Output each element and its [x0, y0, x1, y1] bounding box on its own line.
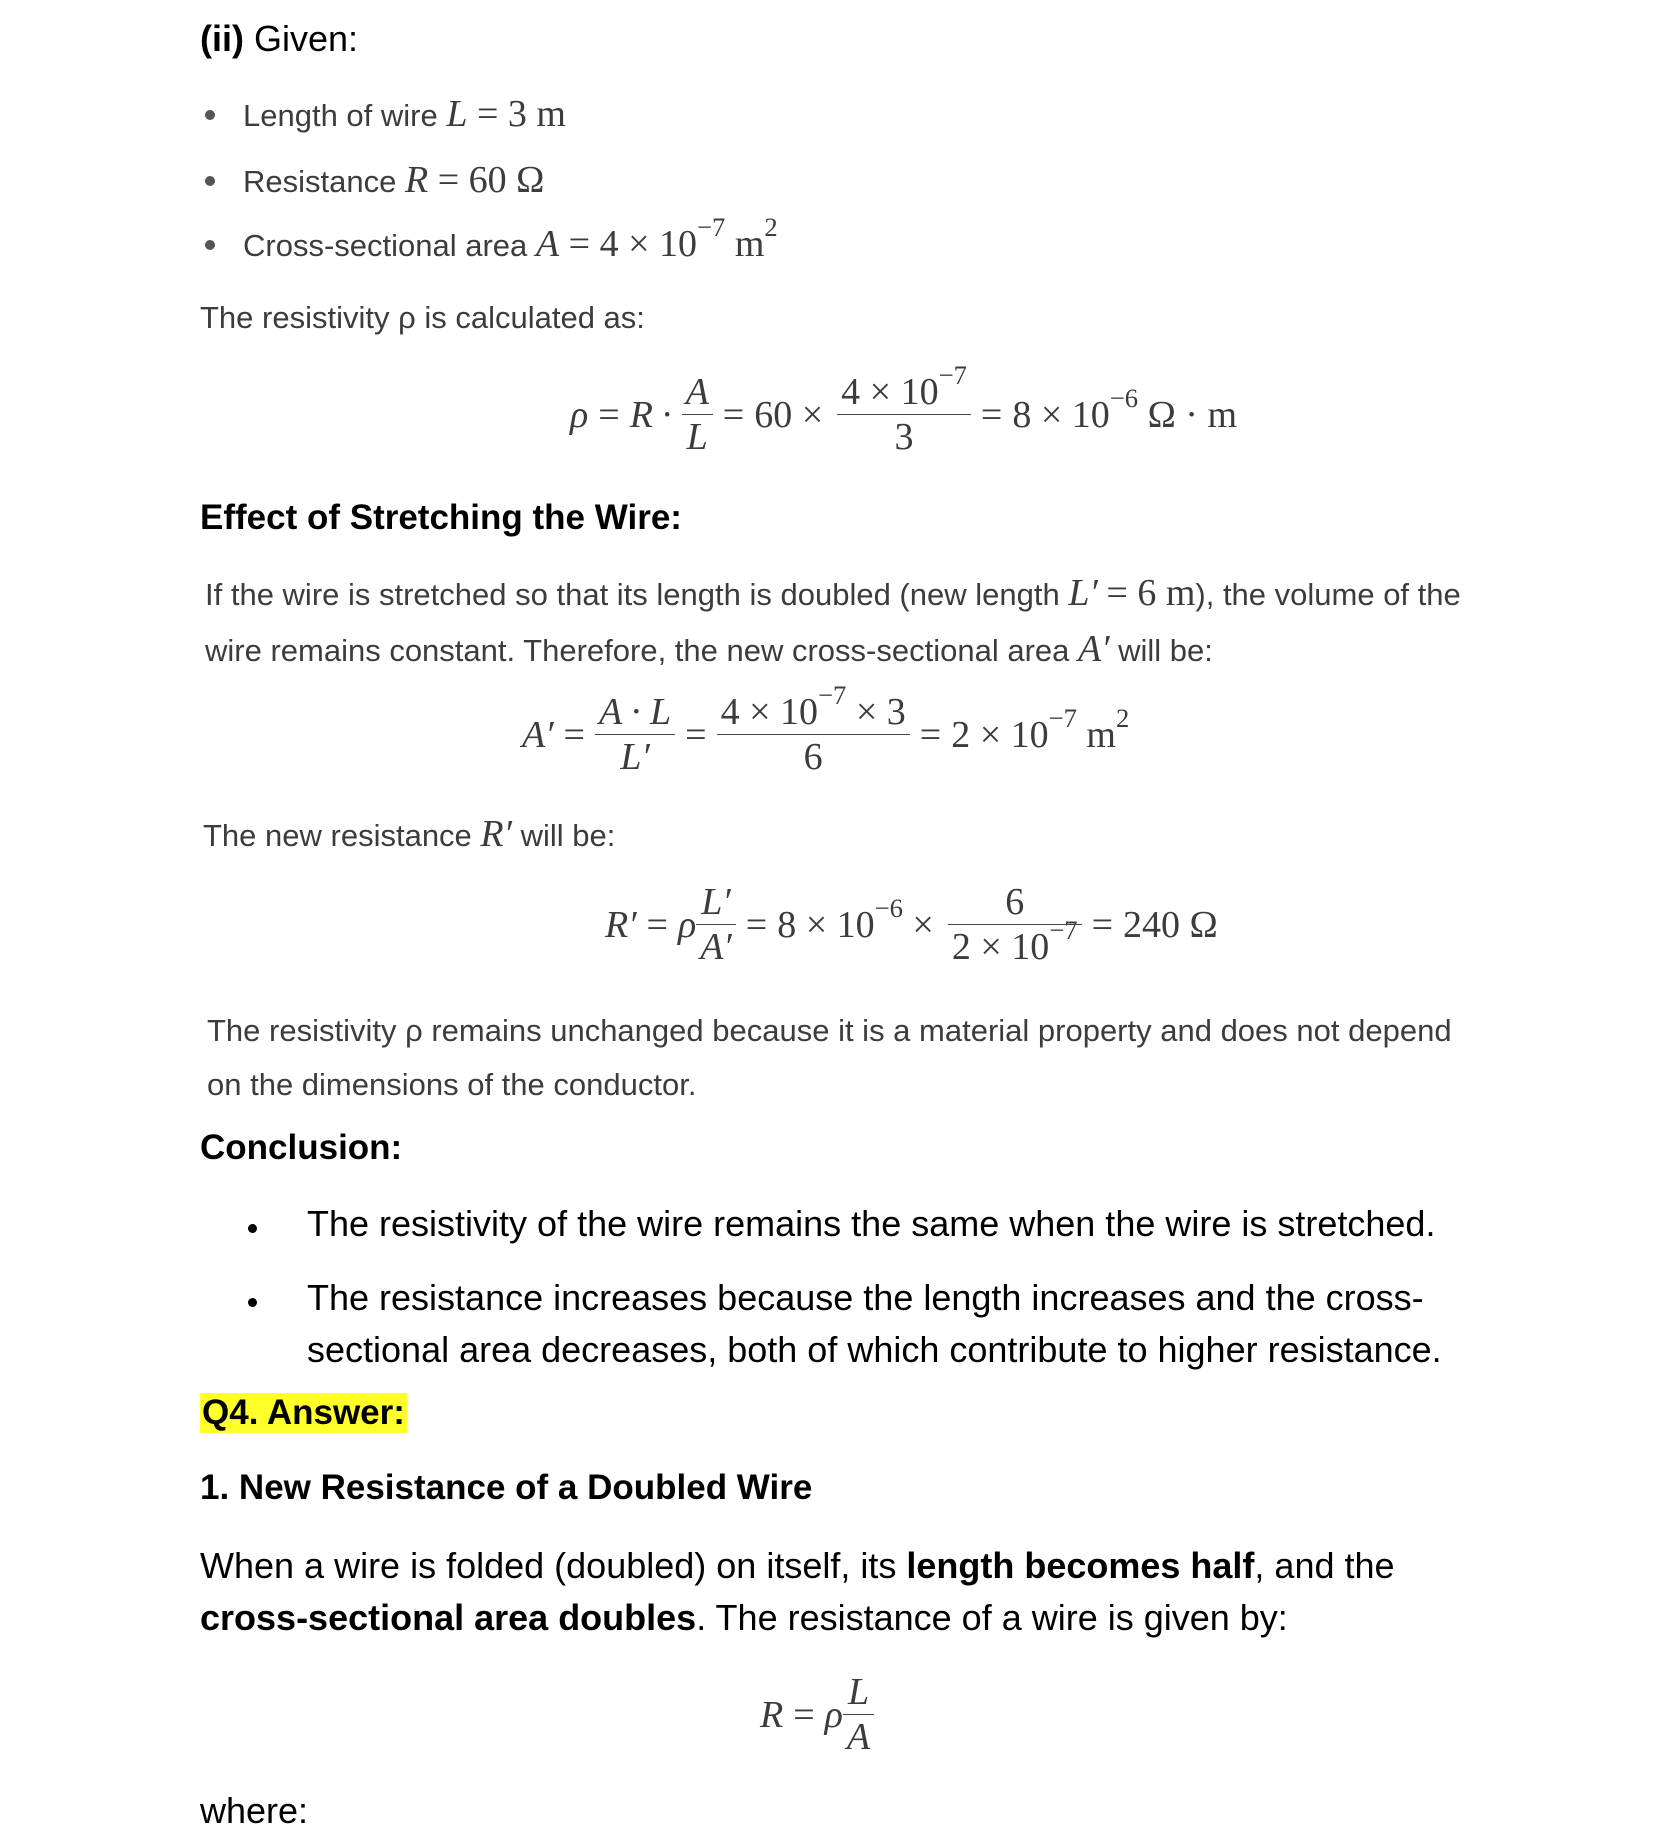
- equation-resistance-formula: R = ρ $\frac{L}{A}$: [760, 1670, 874, 1759]
- bullet-icon: [205, 240, 215, 250]
- given-item-text: Length of wire: [243, 98, 438, 133]
- effect-heading: Effect of Stretching the Wire:: [200, 498, 682, 537]
- bold-phrase: cross-sectional area doubles: [200, 1597, 697, 1638]
- bullet-icon: [205, 176, 215, 186]
- bullet-icon: [205, 110, 215, 120]
- given-item-text: Resistance: [243, 164, 397, 199]
- given-item-text: Cross-sectional area: [243, 228, 528, 263]
- conclusion-heading: Conclusion:: [200, 1128, 403, 1167]
- conclusion-item: The resistivity of the wire remains the same when the wire is stretched.: [248, 1198, 1478, 1250]
- conclusion-item: The resistance increases because the length increases and the cross-sectional area decreases, both of which contribute to higher resistance.: [248, 1272, 1478, 1376]
- bullet-icon: [248, 1224, 257, 1233]
- q4-subheading: 1. New Resistance of a Doubled Wire: [200, 1468, 813, 1507]
- effect-paragraph: If the wire is stretched so that its length is doubled (new length L′ = 6 m), the volume of the wire remains constant. Therefore, the new cross-sectional area A′ will be:: [205, 572, 1461, 670]
- resistivity-note: The resistivity ρ remains unchanged because it is a material property and does not depend on the dimensions of the conductor.: [207, 1013, 1452, 1102]
- q4-heading: Q4. Answer:: [202, 1393, 405, 1432]
- resistivity-intro: The resistivity ρ is calculated as:: [200, 300, 645, 335]
- q4-paragraph: When a wire is folded (doubled) on itself, its length becomes half, and the cross-sectional area doubles. The resistance of a wire is given by:: [200, 1545, 1395, 1638]
- equation-new-resistance: R′ = ρ $\frac{L'}{A'}$ = $8 \times 10^{-6}$ × $\frac{6}{2 \times 10^{-7}}$ = 240 Ω: [605, 881, 1218, 968]
- equation-resistivity: ρ = R · $\frac{A}{L}$ = 60 × $\frac{4 \times 10^{-7}}{3}$ = $8 \times 10^{-6}$ Ω · m: [570, 360, 1238, 458]
- bold-phrase: length becomes half: [906, 1545, 1255, 1586]
- equation-new-area: A′ = $\frac{A \cdot L}{L'}$ = $\frac{4 \times 10^{-7} \times 3}{6}$ = $2 \times 10^{-7}$ $m^2$: [522, 680, 1130, 778]
- given-item-length: Length of wire L = 3 m: [205, 92, 566, 136]
- given-item-resistance: Resistance R = 60 Ω: [205, 158, 544, 202]
- given-title: Given:: [254, 18, 359, 59]
- given-heading: [200, 18, 358, 60]
- new-resistance-intro: The new resistance R′ will be:: [203, 813, 616, 855]
- bullet-icon: [248, 1298, 257, 1307]
- part-label: (ii): [200, 18, 244, 59]
- where-label: where:: [200, 1790, 309, 1831]
- given-item-area: Cross-sectional area $A = 4 \times 10^{-7}$ $m^2$: [205, 222, 778, 266]
